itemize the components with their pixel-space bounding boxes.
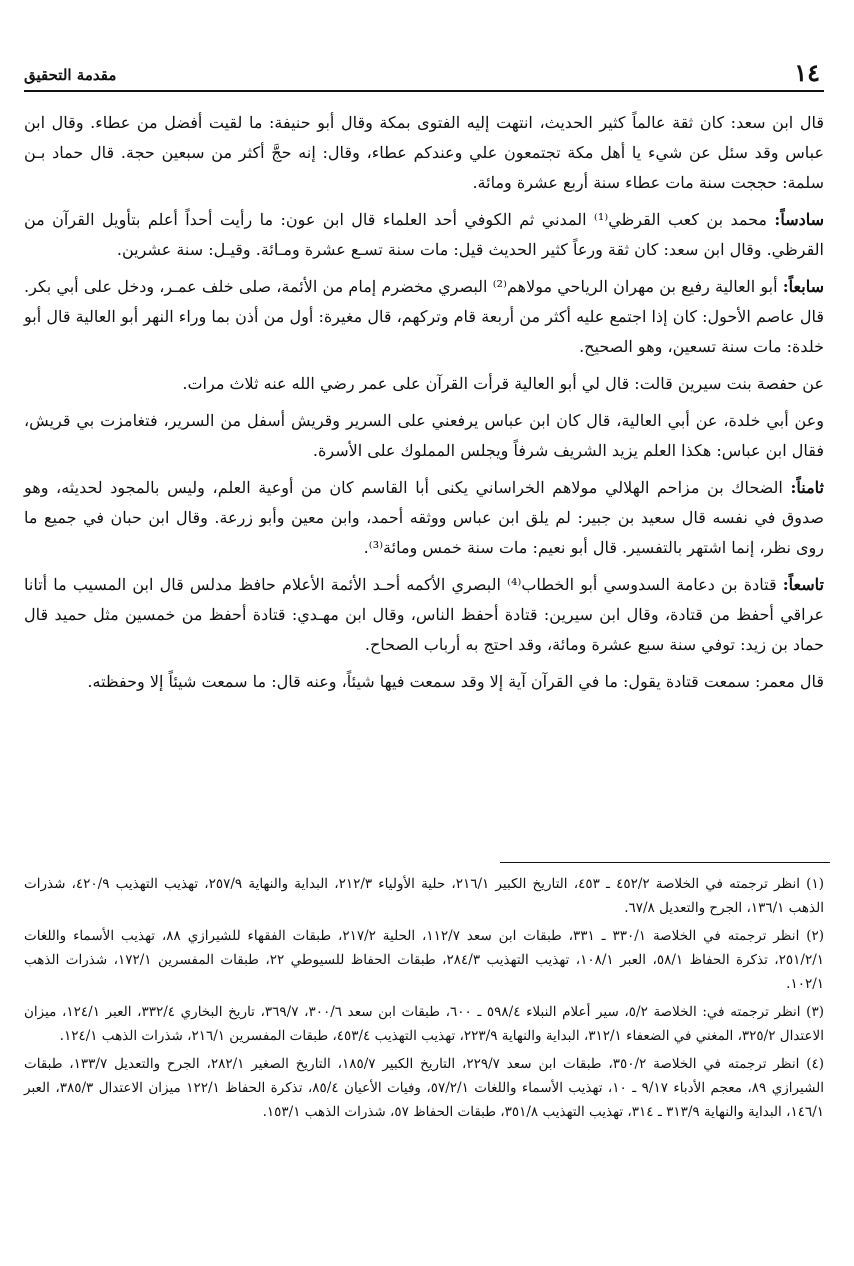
paragraph-sixth: سادساً: محمد بن كعب القرظي⁽¹⁾ المدني ثم الكوفي أحد العلماء قال ابن عون: ما رأيت أحداً أعلم بتأويل القرآن من القرظي. وقال ابن سعد: كان ثقة ورعاً كثير الحديث قيل: مات سنة تسـع عشرة ومـائة. وقيـل: سنة عشرين.: [24, 210, 825, 259]
paragraph-abu-khalda: وعن أبي خلدة، عن أبي العالية، قال كان ابن عباس يرفعني على السرير وقريش أسفل من السرير، فتغامزت بي قريش، فقال ابن عباس: هكذا العلم يزيد الشريف شرفاً ويجلس المملوك على الأسرة.: [24, 411, 824, 460]
paragraph-heading: سادساً:: [774, 210, 825, 229]
paragraph-heading: تاسعاً:: [782, 575, 824, 594]
paragraph-muammar: قال معمر: سمعت قتادة يقول: ما في القرآن آية إلا وقد سمعت فيها شيئاً، وعنه قال: ما سمعت شيئاً إلا وحفظته.: [87, 672, 824, 691]
running-title: مقدمة التحقيق: [24, 66, 117, 84]
main-text: [24, 108, 824, 704]
paragraph-hafsa: عن حفصة بنت سيرين قالت: قال لي أبو العالية قرأت القرآن على عمر رضي الله عنه ثلاث مرات.: [182, 374, 824, 393]
page-number: ١٤: [794, 58, 820, 87]
footnote-separator: [500, 862, 830, 863]
footnotes: [24, 872, 824, 1128]
paragraph-ata: قال ابن سعد: كان ثقة عالماً كثير الحديث، انتهت إليه الفتوى بمكة وقال أبو حنيفة: ما لقيت أفضل من عطاء. وقال ابن عباس وقد سئل عن شيء يا أهل مكة تجتمعون علي وعندكم عطاء، وقال: إنه حجَّ أكثر من سبعين حجة. قال حماد بـن سلمة: حججت سنة مات عطاء سنة أربع عشرة ومائة.: [24, 113, 824, 192]
footnote-1: (١) انظر ترجمته في الخلاصة ٤٥٢/٢ ـ ٤٥٣، التاريخ الكبير ٢١٦/١، حلية الأولياء ٢١٢/٣، البداية والنهاية ٢٥٧/٩، تهذيب التهذيب ٤٢٠/٩، شذرات الذهب ١٣٦/١، الجرح والتعديل ٦٧/٨.: [24, 876, 824, 916]
paragraph-seventh: سابعاً: أبو العالية رفيع بن مهران الرياحي مولاهم⁽²⁾ البصري مخضرم إمام من الأئمة، صلى خلف عمـر، ودخل على أبي بكر. قال عاصم الأحول: كان إذا اجتمع عليه أكثر من أربعة قام وتركهم، قال مغيرة: أول من أذن بما وراء النهر أبو العالية قال أبو خلدة: مات سنة تسعين، وهو الصحيح.: [24, 277, 824, 356]
footnote-3: (٣) انظر ترجمته في: الخلاصة ٥/٢، سير أعلام النبلاء ٥٩٨/٤ ـ ٦٠٠، طبقات ابن سعد ٣٠٠/٦، ٣٦٩/٧، تاريخ البخاري ٣٣٢/٤، العبر ١٢٤/١، ميزان الاعتدال ٣٢٥/٢، المغني في الضعفاء ٣١٢/١، البداية والنهاية ٢٢٣/٩، تهذيب التهذيب ٤٥٣/٤، طبقات المفسرين ٢١٦/١، شذرات الذهب ١٢٤/١.: [24, 1004, 824, 1044]
footnote-4: (٤) انظر ترجمته في الخلاصة ٣٥٠/٢، طبقات ابن سعد ٢٢٩/٧، التاريخ الكبير ١٨٥/٧، التاريخ الصغير ٢٨٢/١، الجرح والتعديل ١٣٣/٧، طبقات الشيرازي ٨٩، معجم الأدباء ٩/١٧ ـ ١٠، تهذيب الأسماء واللغات ٥٧/٢/١، وفيات الأعيان ٨٥/٤، تذكرة الحفاظ ١٢٢/١ ميزان الاعتدال ٣٨٥/٣، العبر ١٤٦/١، البداية والنهاية ٣١٣/٩ ـ ٣١٤، تهذيب التهذيب ٣٥١/٨، طبقات الحفاظ ٥٧، شذرات الذهب ١٥٣/١.: [24, 1056, 825, 1120]
page-header: [24, 56, 824, 92]
paragraph-ninth: تاسعاً: قتادة بن دعامة السدوسي أبو الخطاب⁽⁴⁾ البصري الأكمه أحـد الأئمة الأعلام حافظ مدلس قال ابن المسيب ما أتانا عراقي أحفظ من قتادة، وقال ابن سيرين: قتادة أحفظ الناس، وقال ابن مهـدي: قتادة أحفظ من خمسين مثل حميد قال حماد بن زيد: توفي سنة سبع عشرة ومائة، وقد احتج به أرباب الصحاح.: [24, 575, 824, 654]
paragraph-heading: سابعاً:: [782, 277, 824, 296]
paragraph-heading: ثامناً:: [790, 478, 824, 497]
paragraph-eighth: ثامناً: الضحاك بن مزاحم الهلالي مولاهم الخراساني يكنى أبا القاسم كان من أوعية العلم، وليس بالمجود لحديثه، وهو صدوق في نفسه قال سعيد بن جبير: لم يلق ابن عباس ووثقه أحمد، وابن معين وأبو زرعة. وقال ابن حبان في جميع ما روى نظر، إنما اشتهر بالتفسير. قال أبو نعيم: مات سنة خمس ومائة⁽³⁾.: [24, 478, 824, 557]
footnote-2: (٢) انظر ترجمته في الخلاصة ٣٣٠/١ ـ ٣٣١، طبقات ابن سعد ١١٢/٧، الحلية ٢١٧/٢، طبقات الفقهاء للشيرازي ٨٨، تهذيب الأسماء واللغات ٢٥١/٢/١، تذكرة الحفاظ ٥٨/١، العبر ١٠٨/١، تهذيب التهذيب ٢٨٤/٣، طبقات الحفاظ للسيوطي ٢٢، طبقات المفسرين ١٧٢/١، شذرات الذهب ١٠٢/١.: [24, 928, 825, 992]
